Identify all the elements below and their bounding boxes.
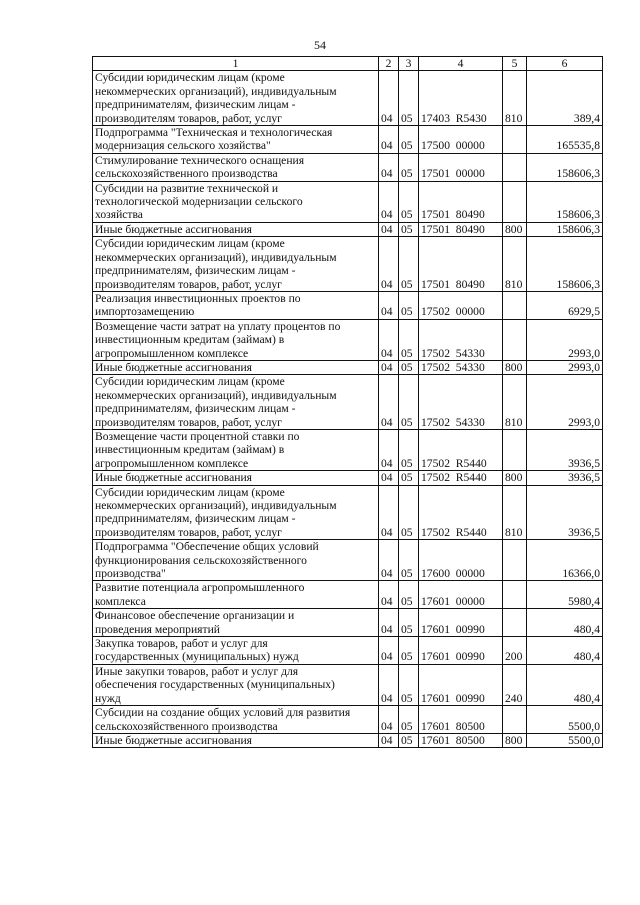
amount-cell: 3936,5 [527, 485, 603, 540]
expense-type-cell [503, 581, 527, 609]
section-code-cell: 04 [379, 471, 399, 485]
subsection-code-cell: 05 [399, 181, 419, 222]
row-name-cell: Субсидии на развитие технической и технологической модернизации сельского хозяйства [93, 181, 379, 222]
column-header-target-article: 4 [419, 57, 503, 71]
row-name-cell: Закупка товаров, работ и услуг для государственных (муниципальных) нужд [93, 637, 379, 665]
table-row [93, 360, 603, 374]
expense-type-cell [503, 706, 527, 734]
table-row [93, 126, 603, 154]
amount-cell: 158606,3 [527, 237, 603, 292]
subsection-code-cell: 05 [399, 471, 419, 485]
target-article-cell: 17502 54330 [419, 375, 503, 430]
row-name-cell: Реализация инвестиционных проектов по импортозамещению [93, 291, 379, 319]
row-name-cell: Стимулирование технического оснащения сельскохозяйственного производства [93, 153, 379, 181]
table-row [93, 664, 603, 705]
target-article-cell: 17403 R5430 [419, 71, 503, 126]
row-name-cell: Подпрограмма "Техническая и технологическая модернизация сельского хозяйства" [93, 126, 379, 154]
target-article-cell: 17502 54330 [419, 360, 503, 374]
expense-type-cell: 810 [503, 375, 527, 430]
subsection-code-cell: 05 [399, 375, 419, 430]
target-article-cell: 17502 R5440 [419, 429, 503, 470]
section-code-cell: 04 [379, 291, 399, 319]
section-code-cell: 04 [379, 540, 399, 581]
section-code-cell: 04 [379, 181, 399, 222]
subsection-code-cell: 05 [399, 237, 419, 292]
section-code-cell: 04 [379, 485, 399, 540]
target-article-cell: 17500 00000 [419, 126, 503, 154]
column-header-amount: 6 [527, 57, 603, 71]
expense-type-cell [503, 181, 527, 222]
row-name-cell: Финансовое обеспечение организации и проведения мероприятий [93, 609, 379, 637]
expense-type-cell: 800 [503, 360, 527, 374]
expense-type-cell [503, 153, 527, 181]
table-row [93, 637, 603, 665]
subsection-code-cell: 05 [399, 706, 419, 734]
table-row [93, 485, 603, 540]
expense-type-cell: 800 [503, 733, 527, 747]
row-name-cell: Возмещение части затрат на уплату процентов по инвестиционным кредитам (займам) в агропромышленном комплексе [93, 319, 379, 360]
expense-type-cell [503, 429, 527, 470]
expense-type-cell: 810 [503, 71, 527, 126]
target-article-cell: 17501 80490 [419, 222, 503, 236]
target-article-cell: 17600 00000 [419, 540, 503, 581]
table-row [93, 237, 603, 292]
column-header-subsection: 3 [399, 57, 419, 71]
subsection-code-cell: 05 [399, 664, 419, 705]
table-row [93, 706, 603, 734]
amount-cell: 3936,5 [527, 471, 603, 485]
subsection-code-cell: 05 [399, 581, 419, 609]
section-code-cell: 04 [379, 429, 399, 470]
target-article-cell: 17501 80490 [419, 237, 503, 292]
subsection-code-cell: 05 [399, 429, 419, 470]
row-name-cell: Иные бюджетные ассигнования [93, 471, 379, 485]
subsection-code-cell: 05 [399, 637, 419, 665]
subsection-code-cell: 05 [399, 360, 419, 374]
subsection-code-cell: 05 [399, 222, 419, 236]
table-row [93, 429, 603, 470]
subsection-code-cell: 05 [399, 485, 419, 540]
table-row [93, 609, 603, 637]
column-header-section: 2 [379, 57, 399, 71]
amount-cell: 5500,0 [527, 733, 603, 747]
expense-type-cell: 240 [503, 664, 527, 705]
table-body [93, 71, 603, 748]
amount-cell: 2993,0 [527, 375, 603, 430]
section-code-cell: 04 [379, 637, 399, 665]
section-code-cell: 04 [379, 71, 399, 126]
section-code-cell: 04 [379, 126, 399, 154]
expense-type-cell: 800 [503, 222, 527, 236]
subsection-code-cell: 05 [399, 153, 419, 181]
amount-cell: 16366,0 [527, 540, 603, 581]
amount-cell: 480,4 [527, 637, 603, 665]
section-code-cell: 04 [379, 153, 399, 181]
expense-type-cell [503, 540, 527, 581]
expense-type-cell: 800 [503, 471, 527, 485]
amount-cell: 389,4 [527, 71, 603, 126]
target-article-cell: 17501 80490 [419, 181, 503, 222]
row-name-cell: Возмещение части процентной ставки по инвестиционным кредитам (займам) в агропромышленном комплексе [93, 429, 379, 470]
row-name-cell: Субсидии юридическим лицам (кроме некоммерческих организаций), индивидуальным предпринимателям, физическим лицам - производителям товаров, работ, услуг [93, 485, 379, 540]
section-code-cell: 04 [379, 360, 399, 374]
row-name-cell: Иные закупки товаров, работ и услуг для обеспечения государственных (муниципальных) нужд [93, 664, 379, 705]
table-row [93, 375, 603, 430]
budget-table [92, 56, 603, 748]
table-row [93, 471, 603, 485]
expense-type-cell [503, 291, 527, 319]
section-code-cell: 04 [379, 237, 399, 292]
row-name-cell: Субсидии юридическим лицам (кроме некоммерческих организаций), индивидуальным предпринимателям, физическим лицам - производителям товаров, работ, услуг [93, 375, 379, 430]
target-article-cell: 17601 80500 [419, 733, 503, 747]
table-header-row [93, 57, 603, 71]
amount-cell: 158606,3 [527, 181, 603, 222]
row-name-cell: Субсидии юридическим лицам (кроме некоммерческих организаций), индивидуальным предпринимателям, физическим лицам - производителям товаров, работ, услуг [93, 71, 379, 126]
section-code-cell: 04 [379, 664, 399, 705]
expense-type-cell [503, 126, 527, 154]
row-name-cell: Субсидии юридическим лицам (кроме некоммерческих организаций), индивидуальным предпринимателям, физическим лицам - производителям товаров, работ, услуг [93, 237, 379, 292]
section-code-cell: 04 [379, 222, 399, 236]
section-code-cell: 04 [379, 609, 399, 637]
target-article-cell: 17502 54330 [419, 319, 503, 360]
section-code-cell: 04 [379, 375, 399, 430]
section-code-cell: 04 [379, 319, 399, 360]
column-header-name: 1 [93, 57, 379, 71]
target-article-cell: 17502 R5440 [419, 485, 503, 540]
target-article-cell: 17601 00990 [419, 637, 503, 665]
expense-type-cell [503, 609, 527, 637]
target-article-cell: 17601 00990 [419, 664, 503, 705]
table-row [93, 71, 603, 126]
subsection-code-cell: 05 [399, 126, 419, 154]
table-row [93, 733, 603, 747]
expense-type-cell: 810 [503, 485, 527, 540]
table-row [93, 222, 603, 236]
expense-type-cell: 200 [503, 637, 527, 665]
table-row [93, 181, 603, 222]
section-code-cell: 04 [379, 581, 399, 609]
table-row [93, 319, 603, 360]
target-article-cell: 17601 00000 [419, 581, 503, 609]
table-row [93, 153, 603, 181]
target-article-cell: 17601 80500 [419, 706, 503, 734]
table-row [93, 581, 603, 609]
row-name-cell: Развитие потенциала агропромышленного комплекса [93, 581, 379, 609]
amount-cell: 5980,4 [527, 581, 603, 609]
subsection-code-cell: 05 [399, 319, 419, 360]
amount-cell: 158606,3 [527, 222, 603, 236]
amount-cell: 480,4 [527, 609, 603, 637]
expense-type-cell: 810 [503, 237, 527, 292]
section-code-cell: 04 [379, 733, 399, 747]
amount-cell: 5500,0 [527, 706, 603, 734]
target-article-cell: 17601 00990 [419, 609, 503, 637]
target-article-cell: 17502 00000 [419, 291, 503, 319]
table-row [93, 291, 603, 319]
section-code-cell: 04 [379, 706, 399, 734]
amount-cell: 2993,0 [527, 360, 603, 374]
amount-cell: 480,4 [527, 664, 603, 705]
subsection-code-cell: 05 [399, 291, 419, 319]
row-name-cell: Субсидии на создание общих условий для развития сельскохозяйственного производства [93, 706, 379, 734]
subsection-code-cell: 05 [399, 71, 419, 126]
amount-cell: 158606,3 [527, 153, 603, 181]
row-name-cell: Подпрограмма "Обеспечение общих условий функционирования сельскохозяйственного производства" [93, 540, 379, 581]
amount-cell: 2993,0 [527, 319, 603, 360]
subsection-code-cell: 05 [399, 540, 419, 581]
target-article-cell: 17502 R5440 [419, 471, 503, 485]
row-name-cell: Иные бюджетные ассигнования [93, 733, 379, 747]
amount-cell: 3936,5 [527, 429, 603, 470]
column-header-expense-type: 5 [503, 57, 527, 71]
page-number: 54 [314, 38, 326, 52]
row-name-cell: Иные бюджетные ассигнования [93, 222, 379, 236]
amount-cell: 165535,8 [527, 126, 603, 154]
target-article-cell: 17501 00000 [419, 153, 503, 181]
subsection-code-cell: 05 [399, 609, 419, 637]
subsection-code-cell: 05 [399, 733, 419, 747]
table-row [93, 540, 603, 581]
amount-cell: 6929,5 [527, 291, 603, 319]
row-name-cell: Иные бюджетные ассигнования [93, 360, 379, 374]
expense-type-cell [503, 319, 527, 360]
